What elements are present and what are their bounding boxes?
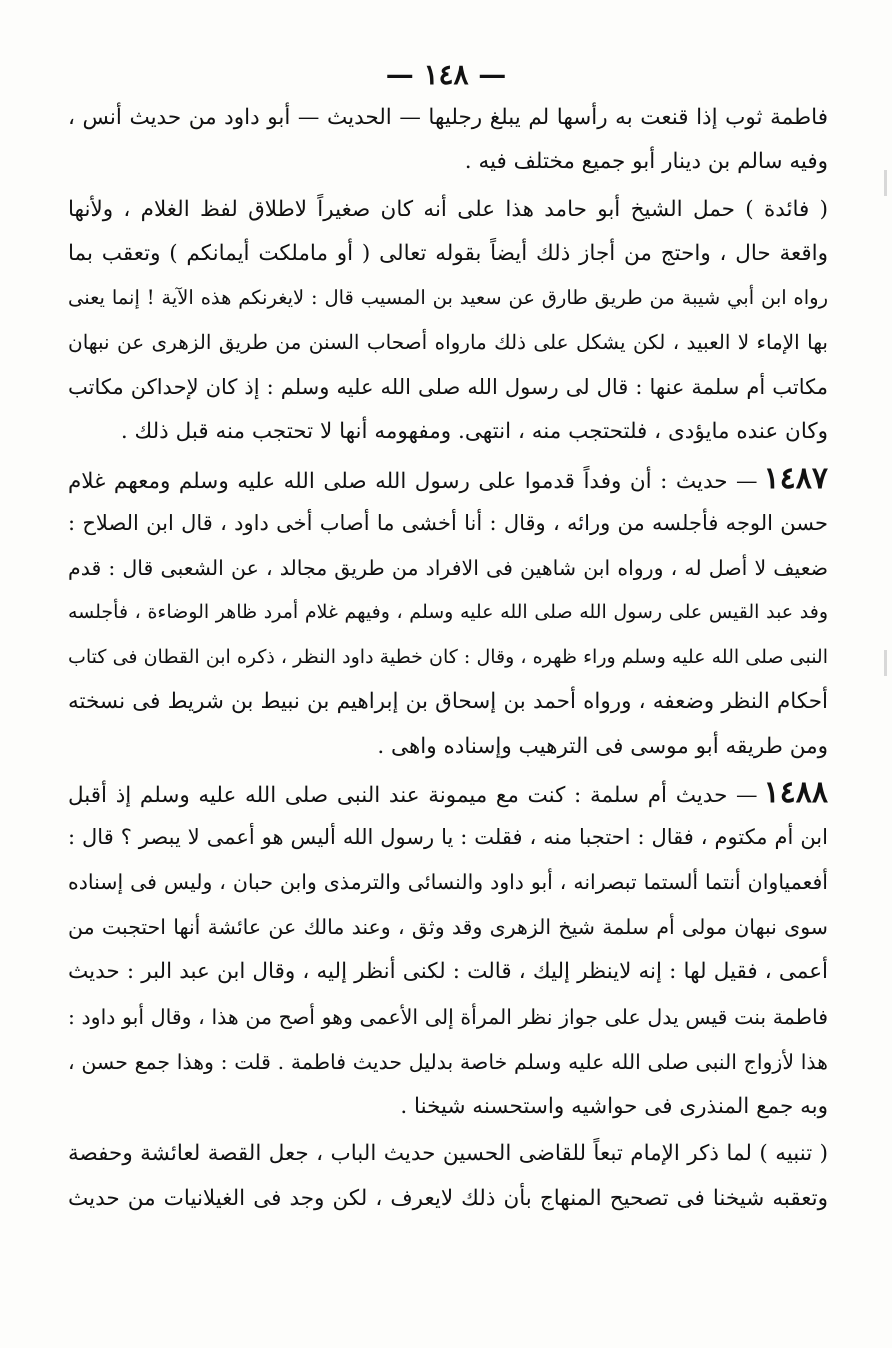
- line-text: ( فائدة ) حمل الشيخ أبو حامد هذا على أنه كان صغيراً لاطلاق لفظ الغلام ، ولأنها: [68, 197, 828, 222]
- text-line: [68, 142, 828, 182]
- line-text: أفعمياوان أنتما ألستما تبصرانه ، أبو داود والنسائى والترمذى وابن حبان ، وليس فى إسناده: [68, 870, 828, 894]
- line-text: وفيه سالم بن دينار أبو جميع مختلف فيه .: [464, 149, 828, 174]
- line-text: ومن طريقه أبو موسى فى الترهيب وإسناده واهى .: [377, 734, 828, 759]
- line-text: أعمى ، فقيل لها : إنه لاينظر إليك ، قالت : لكنى أنظر إليه ، وقال ابن عبد البر : حديث: [68, 959, 828, 984]
- line-text: فاطمة بنت قيس يدل على جواز نظر المرأة إلى الأعمى وهو أصح من هذا ، وقال أبو داود :: [68, 1005, 828, 1029]
- hadith-number: ١٤٨٧: [763, 461, 828, 496]
- text-line: [68, 997, 828, 1037]
- line-text: وكان عنده مايؤدى ، فلتحتجب منه ، انتهى. ومفهومه أنها لا تحتجب منه قبل ذلك .: [120, 419, 828, 444]
- page-edge-mark: [884, 170, 887, 196]
- text-line: [68, 548, 828, 588]
- line-text: أحكام النظر وضعفه ، ورواه أحمد بن إسحاق بن إبراهيم بن نبيط بن شريط فى نسخته: [68, 689, 828, 714]
- line-text: مكاتب أم سلمة عنها : قال لى رسول الله صلى الله عليه وسلم : إذ كان لإحداكن مكاتب: [68, 375, 828, 399]
- line-text: النبى صلى الله عليه وسلم وراء ظهره ، وقال : كان خطية داود النظر ، ذكره ابن القطان فى كتاب: [68, 646, 828, 668]
- line-text: بها الإماء لا العبيد ، لكن يشكل على ذلك مارواه أصحاب السنن من طريق الزهرى عن نبهان: [68, 330, 828, 354]
- hadith-number: ١٤٨٨: [763, 775, 828, 810]
- text-line: [68, 503, 828, 543]
- text-line: [68, 817, 828, 857]
- text-line: [68, 234, 828, 274]
- text-line: [68, 637, 828, 677]
- line-text: واقعة حال ، واحتج من أجاز ذلك أيضاً بقوله تعالى ( أو ماملكت أيمانكم ) وتعقب بما: [68, 241, 828, 266]
- line-text: ابن أم مكتوم ، فقال : احتجبا منه ، فقلت : يا رسول الله أليس هو أعمى لا يبصر ؟ قال :: [68, 825, 828, 849]
- text-line: [68, 190, 828, 230]
- text-line: [68, 278, 828, 318]
- text-line: [68, 862, 828, 902]
- page-edge-mark: [884, 650, 887, 676]
- line-text: فاطمة ثوب إذا قنعت به رأسها لم يبلغ رجليها — الحديث — أبو داود من حديث أنس ،: [68, 105, 828, 130]
- line-text: حسن الوجه فأجلسه من ورائه ، وقال : أنا أخشى ما أصاب أخى داود ، قال ابن الصلاح :: [68, 511, 828, 535]
- text-line: [68, 1134, 828, 1174]
- text-line: [68, 1042, 828, 1082]
- text-line: [68, 98, 828, 138]
- line-text: هذا لأزواج النبى صلى الله عليه وسلم خاصة بدليل حديث فاطمة . قلت : وهذا جمع حسن ،: [68, 1050, 828, 1074]
- text-line: [68, 592, 828, 632]
- line-text: — حديث أم سلمة : كنت مع ميمونة عند النبى صلى الله عليه وسلم إذ أقبل: [68, 783, 758, 808]
- text-line: [68, 1179, 828, 1219]
- line-text: وتعقبه شيخنا فى تصحيح المنهاج بأن ذلك لايعرف ، لكن وجد فى الغيلانيات من حديث: [68, 1186, 828, 1211]
- text-line: [68, 459, 828, 499]
- line-text: وفد عبد القيس على رسول الله صلى الله عليه وسلم ، وفيهم غلام أمرد ظاهر الوضاءة ، فأجلسه: [68, 601, 828, 623]
- line-text: — حديث : أن وفداً قدموا على رسول الله صلى الله عليه وسلم ومعهم غلام: [68, 469, 758, 494]
- line-text: رواه ابن أبي شيبة من طريق طارق عن سعيد بن المسيب قال : لايغرنكم هذه الآية ! إنما يعنى: [68, 286, 828, 309]
- text-line: [68, 773, 828, 813]
- line-text: ضعيف لا أصل له ، ورواه ابن شاهين فى الافراد من طريق مجالد ، عن الشعبى قال : قدم: [68, 556, 828, 580]
- page-number: — ١٤٨ —: [385, 58, 507, 91]
- text-line: [68, 367, 828, 407]
- text-line: [68, 907, 828, 947]
- text-line: [68, 682, 828, 722]
- text-line: [68, 952, 828, 992]
- line-text: ( تنبيه ) لما ذكر الإمام تبعاً للقاضى الحسين حديث الباب ، جعل القصة لعائشة وحفصة: [68, 1141, 828, 1166]
- line-text: وبه جمع المنذرى فى حواشيه واستحسنه شيخنا .: [400, 1094, 828, 1119]
- text-line: [68, 412, 828, 452]
- text-line: [68, 322, 828, 362]
- text-line: [68, 1087, 828, 1127]
- text-line: [68, 727, 828, 767]
- line-text: سوى نبهان مولى أم سلمة شيخ الزهرى وقد وثق ، وعند مالك عن عائشة أنها احتجبت من: [68, 915, 828, 939]
